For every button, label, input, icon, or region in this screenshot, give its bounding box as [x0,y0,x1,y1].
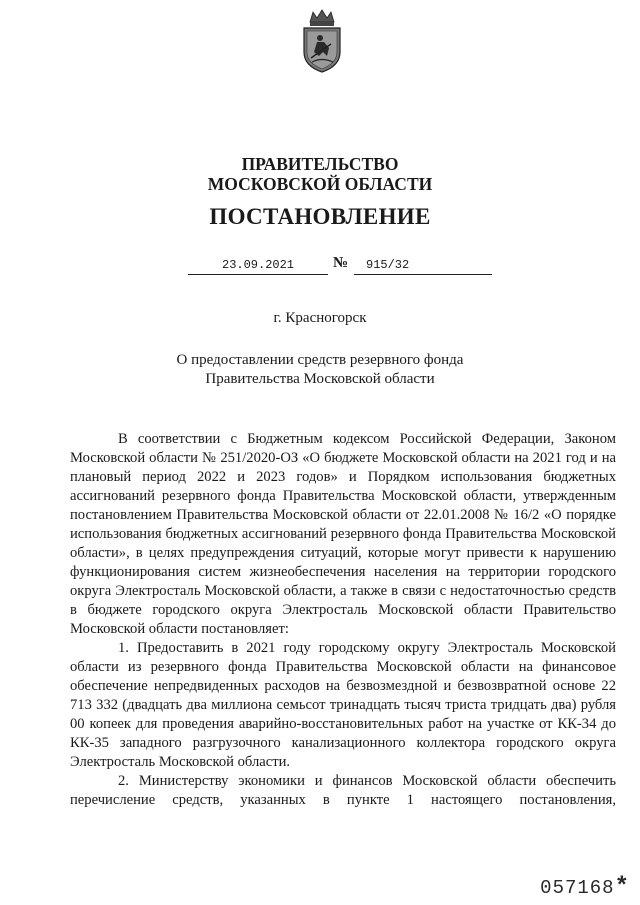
number-sign: № [333,255,349,271]
place-of-issue: г. Красногорск [273,310,367,326]
stamp-number: 057168 [540,877,615,899]
document-subject [0,351,640,389]
document-body [70,430,616,810]
subject-line-1: О предоставлении средств резервного фонда [176,352,464,368]
clause-2-paragraph: 2. Министерству экономики и финансов Московской области обеспечить перечисление средств, указанных в пункте 1 настоящего постановления, [70,773,616,808]
document-date: 23.09.2021 [222,258,295,272]
preamble-paragraph: В соответствии с Бюджетным кодексом Российской Федерации, Законом Московской области № 251/2020-ОЗ «О бюджете Московской области на 2021 год и на плановый период 2022 и 2023 годов» и Порядком использования бюджетных ассигнований резервного фонда Правительства Московской области, утвержденным постановлением Правительства Московской области от 22.01.2008 № 16/2 «О порядке использования бюджетных ассигнований резервного фонда Правительства Московской области», в целях предупреждения ситуаций, которые могут привести к нарушению функционирования систем жизнеобеспечения населения на территории городского округа Электросталь Московской области, а также в связи с недостаточностью средств в бюджете городского округа Электросталь Московской области Правительство Московской области постановляет: [70,431,616,637]
registration-stamp [540,874,630,901]
number-underline [354,274,492,275]
document-number: 915/32 [366,258,410,272]
date-number-line [188,257,508,277]
issuing-authority [0,154,640,194]
subject-line-2: Правительства Московской области [205,371,435,387]
clause-1-paragraph: 1. Предоставить в 2021 году городскому округу Электросталь Московской области из резервного фонда Правительства Московской области на финансовое обеспечение непредвиденных расходов на безвозмездной и безвозвратной основе 22 713 332 (двадцать два миллиона семьсот тринадцать тысяч триста тридцать два) рубля 00 копеек для проведения аварийно-восстановительных работ на участке от КК-34 до КК-35 западного разгрузочного канализационного коллектора городского округа Электросталь Московской области. [70,640,616,770]
authority-line-2: МОСКОВСКОЙ ОБЛАСТИ [207,174,433,194]
date-underline [188,274,328,275]
document-type-title: ПОСТАНОВЛЕНИЕ [209,204,431,229]
coat-of-arms-icon [297,8,347,74]
stamp-mark: * [614,874,630,901]
authority-line-1: ПРАВИТЕЛЬСТВО [241,154,399,174]
